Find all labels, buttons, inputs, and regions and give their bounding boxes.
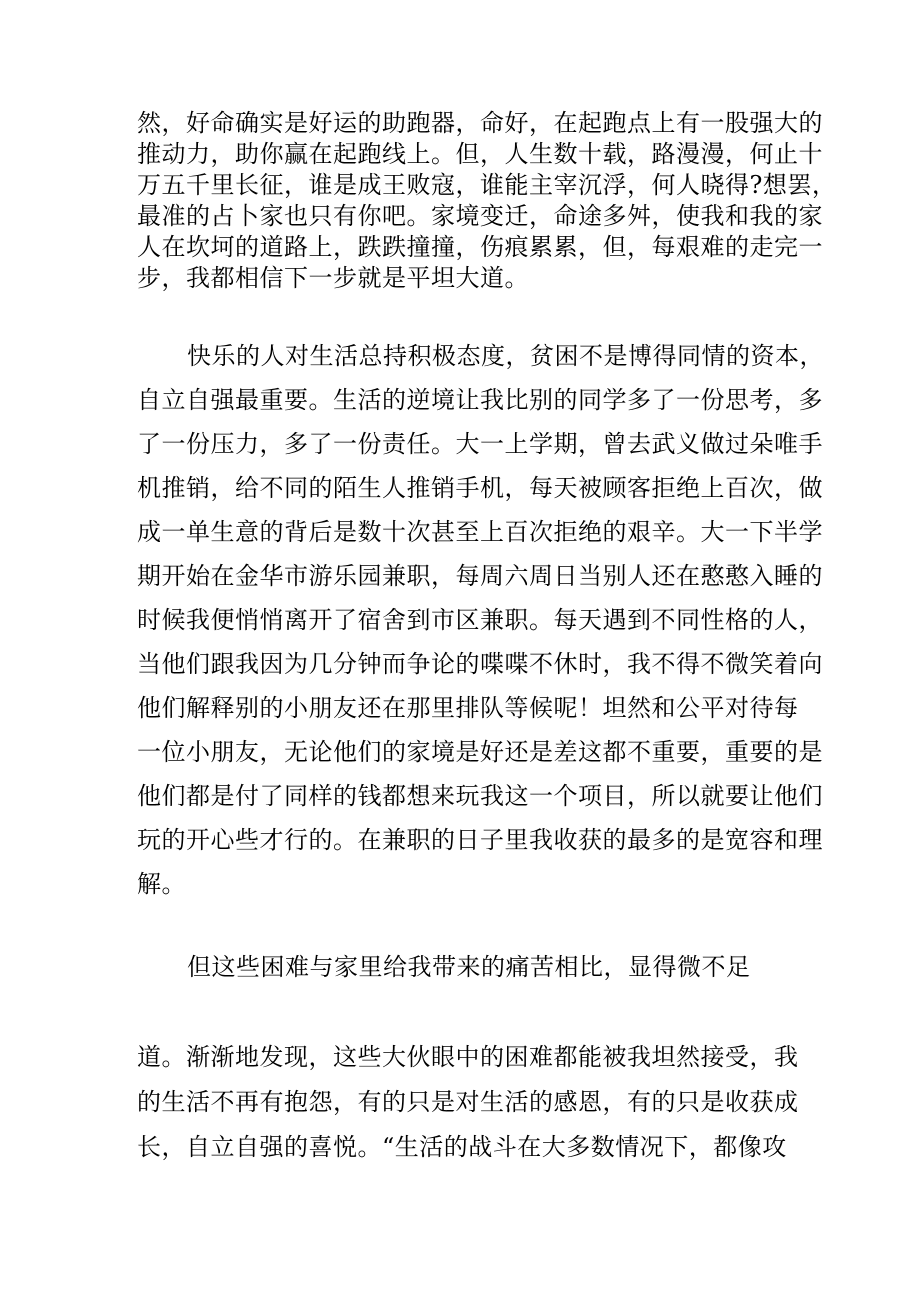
paragraph-2-line-6: 期开始在金华市游乐园兼职，每周六周日当别人还在憨憨入睡的: [137, 562, 823, 590]
paragraph-2-line-7: 时候我便悄悄离开了宿舍到市区兼职。每天遇到不同性格的人，: [137, 606, 823, 634]
paragraph-2-line-4: 机推销，给不同的陌生人推销手机，每天被顾客拒绝上百次，做: [137, 474, 823, 502]
paragraph-2-line-8: 当他们跟我因为几分钟而争论的喋喋不休时，我不得不微笑着向: [137, 650, 823, 678]
paragraph-2-line-12: 玩的开心些才行的。在兼职的日子里我收获的最多的是宽容和理: [137, 826, 823, 854]
paragraph-4-line-3: 长，自立自强的喜悦。“生活的战斗在大多数情况下，都像攻: [137, 1133, 787, 1161]
paragraph-4-line-2: 的生活不再有抱怨，有的只是对生活的感恩，有的只是收获成: [137, 1088, 799, 1116]
paragraph-1-line-6: 步，我都相信下一步就是平坦大道。: [137, 264, 529, 292]
paragraph-2-line-10: 一位小朋友，无论他们的家境是好还是差这都不重要，重要的是: [137, 738, 823, 766]
paragraph-2-line-9: 他们解释别的小朋友还在那里排队等候呢！坦然和公平对待每: [137, 694, 799, 722]
paragraph-2-line-11: 他们都是付了同样的钱都想来玩我这一个项目，所以就要让他们: [137, 782, 823, 810]
paragraph-1-line-3: 万五千里长征，谁是成王败寇，谁能主宰沉浮，何人晓得?想罢，: [137, 171, 837, 199]
paragraph-4-line-1: 道。渐渐地发现，这些大伙眼中的困难都能被我坦然接受，我: [137, 1043, 799, 1071]
paragraph-2-line-3: 了一份压力，多了一份责任。大一上学期，曾去武义做过朵唯手: [137, 430, 823, 458]
paragraph-2-line-5: 成一单生意的背后是数十次甚至上百次拒绝的艰辛。大一下半学: [137, 518, 823, 546]
paragraph-1-line-1: 然，好命确实是好运的助跑器，命好，在起跑点上有一股强大的: [137, 109, 823, 137]
paragraph-2-line-13: 解。: [137, 870, 186, 898]
paragraph-1-line-4: 最准的占卜家也只有你吧。家境变迁，命途多舛，使我和我的家: [137, 202, 823, 230]
paragraph-1-line-5: 人在坎坷的道路上，跌跌撞撞，伤痕累累，但，每艰难的走完一: [137, 233, 823, 261]
paragraph-3-line-1: 但这些困难与家里给我带来的痛苦相比，显得微不足: [187, 953, 751, 981]
paragraph-2-line-2: 自立自强最重要。生活的逆境让我比别的同学多了一份思考，多: [137, 386, 823, 414]
paragraph-2-line-1: 快乐的人对生活总持积极态度，贫困不是博得同情的资本，: [187, 342, 824, 370]
paragraph-1-line-2: 推动力，助你赢在起跑线上。但，人生数十载，路漫漫，何止十: [137, 140, 823, 168]
